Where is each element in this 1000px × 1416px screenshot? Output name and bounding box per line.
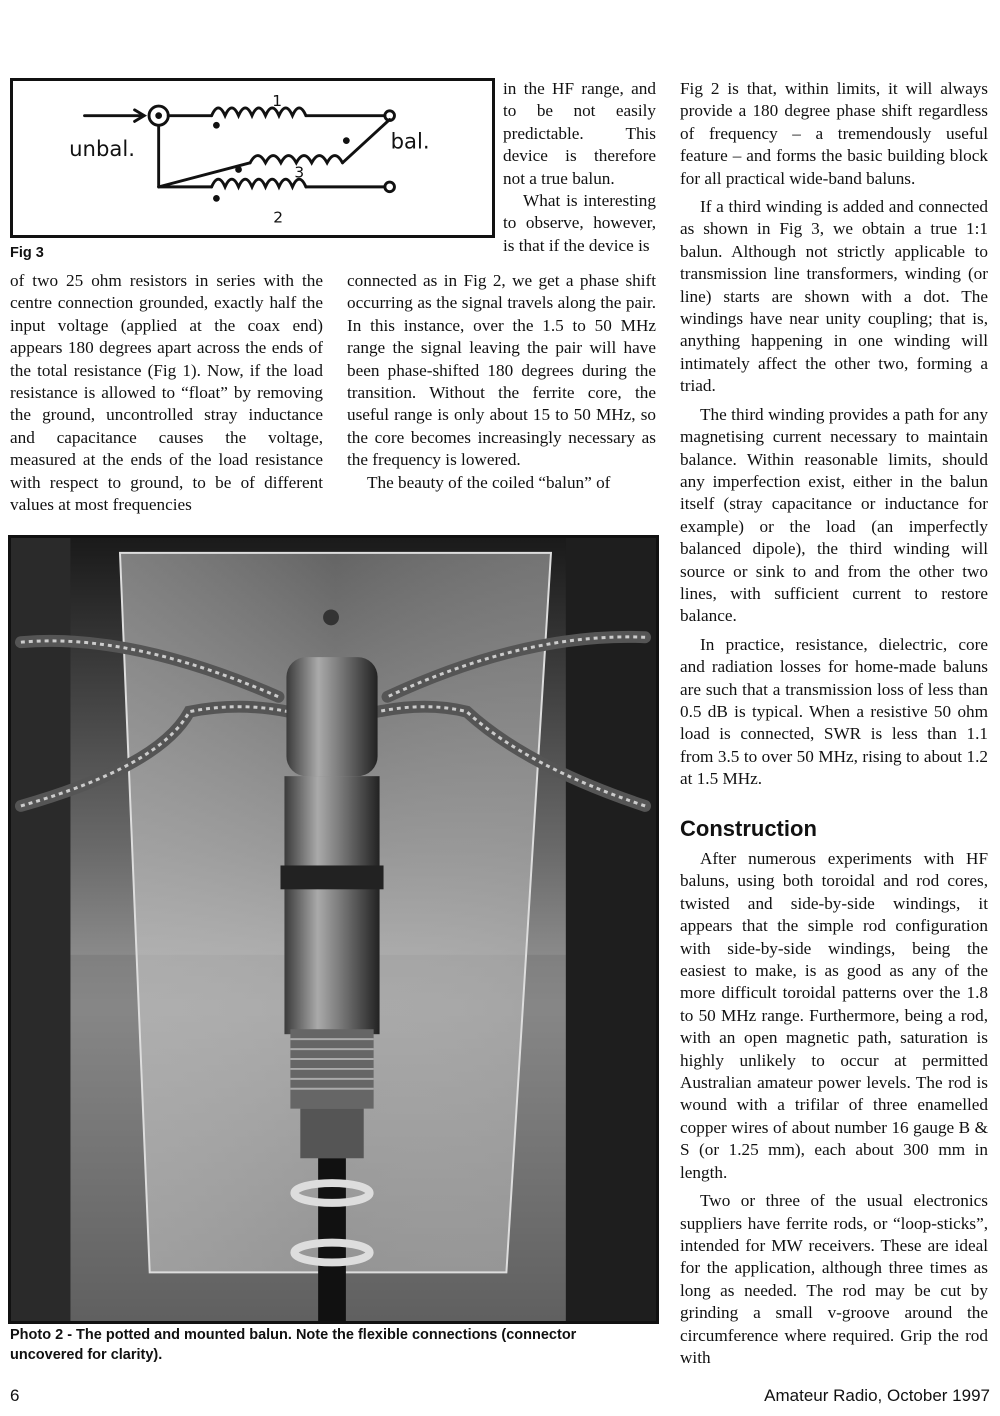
balun-photo-image [11, 538, 656, 1321]
paragraph: of two 25 ohm resistors in series with the centre connection grounded, exactly half the input voltage (applied at the coax end) appears 180 degrees apart across the ends of the total resistance (Fig 1). Now, if the load resistance is allowed to “float” by removing the ground, uncontrolled stray inductance and capacitance causes the voltage, measured at the ends of the load resistance with respect to ground, to be of different values at most frequencies [10, 271, 323, 515]
photo-2-caption: Photo 2 - The potted and mounted balun. Note the flexible connections (connector uncovered for clarity). [10, 1327, 577, 1363]
col3-text-lower [680, 848, 988, 1369]
winding-start-dot [343, 137, 350, 144]
winding-start-dot [213, 195, 220, 202]
figure-3-diagram [10, 78, 495, 238]
col1-lower-text [10, 270, 323, 516]
paragraph: in the HF range, and to be not easily predictable. This device is therefore not a true balun. [503, 79, 656, 188]
paragraph: Fig 2 is that, within limits, it will always provide a 180 degree phase shift regardless of frequency – a tremendously useful feature – and forms the basic building block for all practical wide-band baluns. [680, 79, 988, 188]
page-number: 6 [10, 1386, 20, 1405]
winding-start-dot [235, 166, 242, 173]
figure-3-caption: Fig 3 [10, 245, 44, 261]
paragraph: After numerous experiments with HF baluns, using both toroidal and rod cores, twisted and side-by-side windings, it appears that the simple rod configuration with side-by-side windings, being the easiest to make, is as good as any of the more difficult toroidal patterns over the 1.8 to 50 MHz range. Furthermore, being a rod, with an open magnetic path, saturation is highly unlikely to occur at permitted Australian amateur power levels. The rod is wound with a trifilar of three enamelled copper wires of about number 16 gauge B & S (or 1.25 mm), each about 300 mm in length. [680, 849, 988, 1182]
col1-upper-text [503, 78, 656, 257]
section-heading-construction: Construction [680, 816, 817, 841]
balun-schematic [13, 81, 492, 235]
winding-1-label: 1 [272, 92, 283, 111]
col2-lower-text [347, 270, 656, 494]
winding-2-label: 2 [273, 208, 283, 227]
paragraph: connected as in Fig 2, we get a phase shift occurring as the signal travels along the pair. In this instance, over the 1.5 to 50 MHz range the signal leaving the pair will have been phase-shifted 180 degrees during the transition. Without the ferrite core, the useful range is only about 15 to 50 MHz, so the core becomes increasingly necessary as the frequency is lowered. [347, 271, 656, 470]
paragraph: If a third winding is added and connected as shown in Fig 3, we obtain a true 1:1 balun. Although not strictly applicable to transmission line transformers, winding (or line) starts are shown with a dot. The windings have near unity coupling; that is, anything happening in one winding will intimately affect the other two, forming a triad. [680, 197, 988, 396]
paragraph: In practice, resistance, dielectric, core and radiation losses for home-made baluns are such that a transmission loss of less than 0.5 dB is typical. When a resistive 50 ohm load is connected, SWR is less than 1.1 from 3.5 to over 50 MHz, rising to about 1.2 at 1.5 MHz. [680, 634, 988, 789]
col3-text-upper [680, 78, 988, 791]
winding-start-dot [213, 122, 220, 129]
paragraph: The beauty of the coiled “balun” of [367, 472, 611, 492]
paragraph: Two or three of the usual electronics suppliers have ferrite rods, or “loop-sticks”, intended for MW receivers. These are ideal for the application, although three times as long as needed. The rod may be cut by grinding a small v-groove around the circumference where required. Grip the rod with [680, 1191, 988, 1367]
winding-3-label: 3 [294, 163, 305, 182]
photo-2-potted-balun [8, 535, 659, 1324]
label-bal: bal. [390, 128, 430, 154]
publication-footer: Amateur Radio, October 1997 [764, 1386, 990, 1405]
paragraph: What is interesting to observe, however, is that if the device is [503, 191, 656, 255]
paragraph: The third winding provides a path for any magnetising current necessary to maintain balance. Within reasonable limits, should any imperfection exist, either in the balun itself (stray capacitance or inductance for example) or the load (an imperfectly balanced dipole), the third winding will source or sink to and from the other two lines, with sufficient current to restore balance. [680, 404, 988, 626]
label-unbal: unbal. [69, 136, 135, 162]
